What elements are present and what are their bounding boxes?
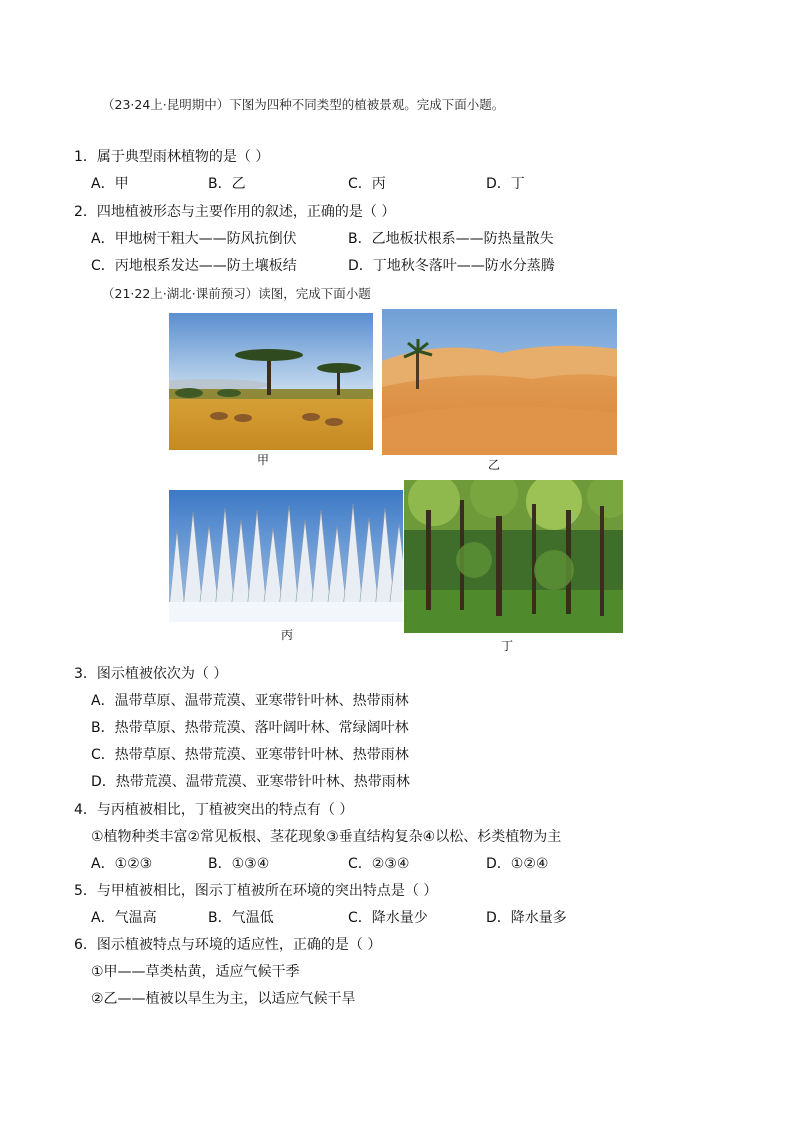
passage-intro-2: （21·22上·湖北·课前预习）读图，完成下面小题 bbox=[102, 286, 371, 301]
q5-option-b: B．气温低 bbox=[208, 910, 274, 926]
caption-bing: 丙 bbox=[281, 628, 294, 642]
q6-statement-1: ①甲——草类枯黄，适应气候干季 bbox=[91, 964, 300, 980]
q2-option-b: B．乙地板状根系——防热量散失 bbox=[348, 231, 554, 247]
q6-statement-2: ②乙——植被以旱生为主，以适应气候干旱 bbox=[91, 991, 356, 1007]
q1-option-d: D．丁 bbox=[486, 176, 525, 192]
q3-option-c: C．热带草原、热带荒漠、亚寒带针叶林、热带雨林 bbox=[91, 747, 409, 763]
q5-option-d: D．降水量多 bbox=[486, 910, 567, 926]
caption-jia: 甲 bbox=[257, 453, 270, 467]
q3-option-d: D．热带荒漠、温带荒漠、亚寒带针叶林、热带雨林 bbox=[91, 774, 410, 790]
caption-ding: 丁 bbox=[501, 639, 514, 653]
passage-intro-1: （23·24上·昆明期中）下图为四种不同类型的植被景观。完成下面小题。 bbox=[102, 97, 505, 112]
q4-option-a: A．①②③ bbox=[91, 856, 153, 872]
q5-option-a: A．气温高 bbox=[91, 910, 157, 926]
desert-photo bbox=[382, 309, 617, 455]
question-2-stem: 2．四地植被形态与主要作用的叙述，正确的是（ ） bbox=[74, 204, 396, 220]
question-5-stem: 5．与甲植被相比，图示丁植被所在环境的突出特点是（ ） bbox=[74, 883, 438, 899]
q1-option-c: C．丙 bbox=[348, 176, 386, 192]
q4-option-d: D．①②④ bbox=[486, 856, 549, 872]
q4-option-b: B．①③④ bbox=[208, 856, 270, 872]
question-6-stem: 6．图示植被特点与环境的适应性，正确的是（ ） bbox=[74, 937, 382, 953]
q4-statement: ①植物种类丰富②常见板根、茎花现象③垂直结构复杂④以松、杉类植物为主 bbox=[91, 829, 562, 845]
question-4-stem: 4．与丙植被相比，丁植被突出的特点有（ ） bbox=[74, 802, 354, 818]
q1-option-a: A．甲 bbox=[91, 176, 129, 192]
question-1-stem: 1．属于典型雨林植物的是（ ） bbox=[74, 149, 270, 165]
q2-option-a: A．甲地树干粗大——防风抗倒伏 bbox=[91, 231, 297, 247]
q2-option-d: D．丁地秋冬落叶——防水分蒸腾 bbox=[348, 258, 555, 274]
q2-option-c: C．丙地根系发达——防土壤板结 bbox=[91, 258, 297, 274]
rainforest-photo bbox=[404, 480, 623, 633]
q4-option-c: C．②③④ bbox=[348, 856, 410, 872]
q1-option-b: B．乙 bbox=[208, 176, 246, 192]
q5-option-c: C．降水量少 bbox=[348, 910, 428, 926]
caption-yi: 乙 bbox=[488, 458, 501, 472]
q3-option-a: A．温带草原、温带荒漠、亚寒带针叶林、热带雨林 bbox=[91, 693, 409, 709]
taiga-snow-photo bbox=[169, 490, 403, 622]
savanna-photo bbox=[169, 313, 373, 450]
question-3-stem: 3．图示植被依次为（ ） bbox=[74, 666, 228, 682]
q3-option-b: B．热带草原、热带荒漠、落叶阔叶林、常绿阔叶林 bbox=[91, 720, 409, 736]
